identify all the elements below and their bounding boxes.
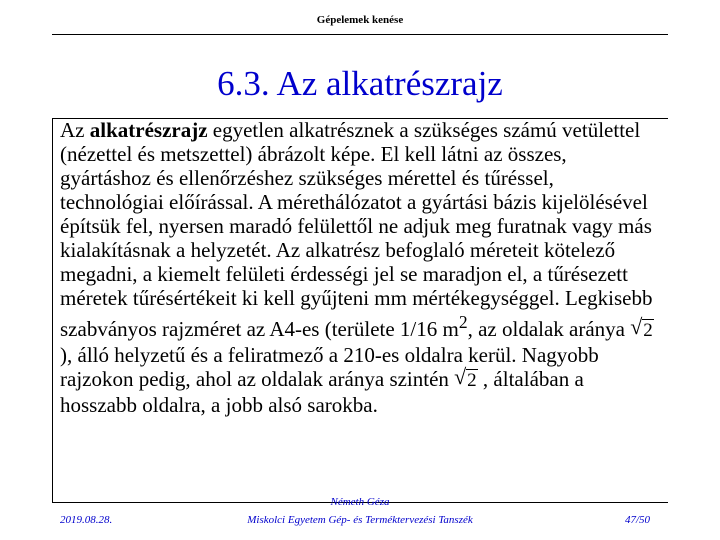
slide-title: 6.3. Az alkatrészrajz [217, 64, 503, 103]
term-alkatreszrajz: alkatrészrajz [89, 118, 208, 142]
exponent: 2 [458, 312, 468, 332]
body-text-2: egyetlen alkatrésznek a szükséges számú vetülettel (nézettel és metszettel) ábrázolt képe. El kell látni az összes, gyártáshoz és ellenőrzéshez szükséges mérettel és tűréssel, technológiai előírással. A mérethálózatot a gyártási bázis kijelölésével építsük fel, nyersen maradó felülettől ne adjuk meg furatnak vagy más kialakításnak a helyzetét. Az alkatrész befoglaló méreteit kötelező megadni, a kiemelt felületi érdességi jel se maradjon el, a tűrésezett méretek tűrésértékeit ki kell gyűjteni mm mértékegységgel. Legkisebb szabványos rajzméret az A4-es (területe 1/16 m [60, 118, 653, 341]
body-text-1: Az [60, 118, 90, 142]
body-text-4: ), álló helyzetű és a feliratmező a 210-es oldalra kerül. Nagyobb rajzokon pedig, ahol az oldalak aránya szintén [60, 343, 599, 391]
header-title: Gépelemek kenése [316, 14, 404, 26]
radical-icon: √ [630, 314, 643, 339]
slide-body [60, 118, 660, 417]
body-text-5: , általában a hosszabb oldalra, a jobb alsó sarokba. [60, 367, 584, 417]
sqrt-symbol: √ 2 [630, 314, 653, 341]
footer-date: 2019.08.28. [60, 514, 113, 526]
content-frame-left [52, 118, 53, 502]
footer-institution: Miskolci Egyetem Gép- és Terméktervezési Tanszék [247, 514, 473, 526]
footer-page-number: 47/50 [624, 514, 650, 526]
radical-icon: √ [454, 364, 467, 389]
header-divider [52, 34, 668, 35]
footer-author: Németh Géza [330, 496, 390, 508]
body-text-3: , az oldalak aránya [467, 317, 631, 341]
sqrt-symbol: √ 2 [454, 364, 477, 391]
